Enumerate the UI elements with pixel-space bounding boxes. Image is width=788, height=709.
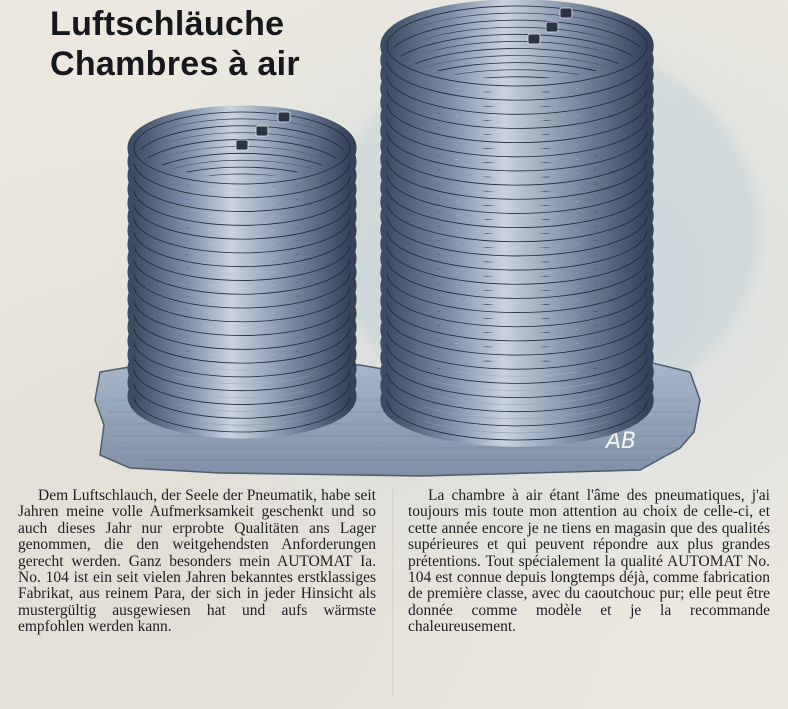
title-line-german: Luftschläuche [50, 5, 285, 43]
right-inner-tube-stack [387, 6, 647, 440]
french-paragraph: La chambre à air étant l'âme des pneumatiques, j'ai toujours mis toute mon attention au choix de celle-ci, et cette année encore je ne tiens en magasin que des qualités supérieures et qui peuvent répondre aux plus grandes prétentions. Tout spécialement la qualité AUTOMAT No. 104 est connue depuis longtemps déjà, comme fabrication de première classe, avec du caoutchouc pur; elle peut être donnée comme modèle et je la recommande chaleureusement. [408, 487, 770, 636]
german-paragraph: Dem Luftschlauch, der Seele der Pneumatik, habe seit Jahren meine volle Aufmerksamkeit geschenkt und so auch dieses Jahr nur erprobte Qualitäten ans Lager genommen, die den weitgehendsten Anforderungen gerecht werden. Ganz besonders mein AUTOMAT Ia. No. 104 ist ein seit vielen Jahren bekanntes erstklassiges Fabrikat, aus reinem Para, der sich in jeder Hinsicht als mustergültig ausgewiesen hat und aufs wärmste empfohlen werden kann. [18, 487, 376, 636]
title-line-french: Chambres à air [50, 45, 300, 83]
artist-monogram: AB [606, 429, 637, 454]
column-divider [392, 488, 393, 698]
